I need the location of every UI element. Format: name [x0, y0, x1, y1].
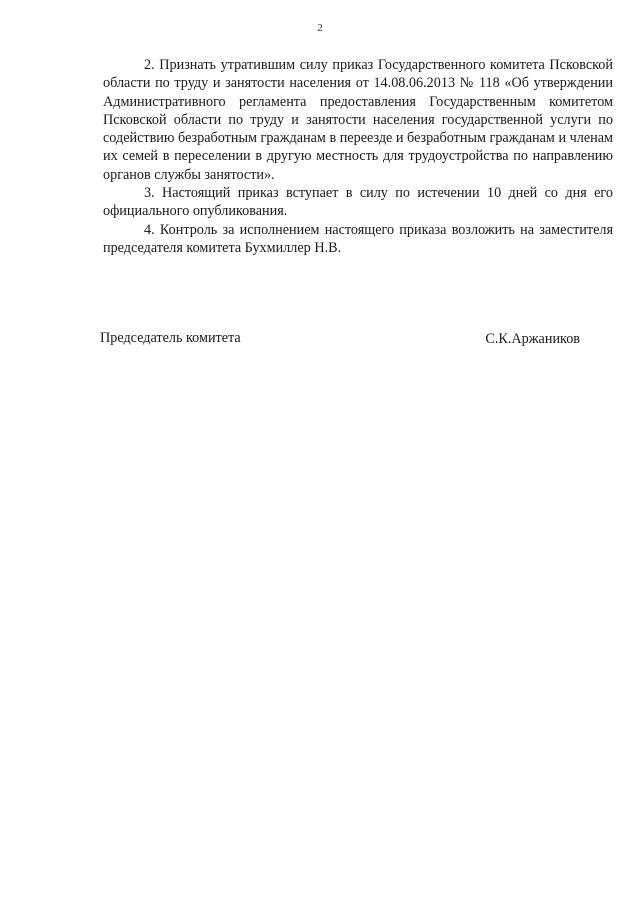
signatory-title: Председатель комитета	[100, 330, 241, 346]
document-body	[103, 56, 613, 257]
paragraph-4: 4. Контроль за исполнением настоящего приказа возложить на заместителя председателя комитета Бухмиллер Н.В.	[103, 221, 613, 256]
signatory-name: С.К.Аржаников	[485, 331, 580, 347]
signature-block	[100, 329, 580, 349]
paragraph-3: 3. Настоящий приказ вступает в силу по истечении 10 дней со дня его официального опубликования.	[103, 185, 613, 220]
page-number: 2	[317, 22, 323, 34]
paragraph-2: 2. Признать утратившим силу приказ Государственного комитета Псковской области по труду и занятости населения от 14.08.06.2013 № 118 «Об утверждении Административного регламента предоставления Государственным комитетом Псковской области по труду и занятости населения государственной услуги по содействию безработным гражданам в переезде и безработным гражданам и членам их семей в переселении в другую местность для трудоустройства по направлению органов службы занятости».	[103, 57, 613, 183]
